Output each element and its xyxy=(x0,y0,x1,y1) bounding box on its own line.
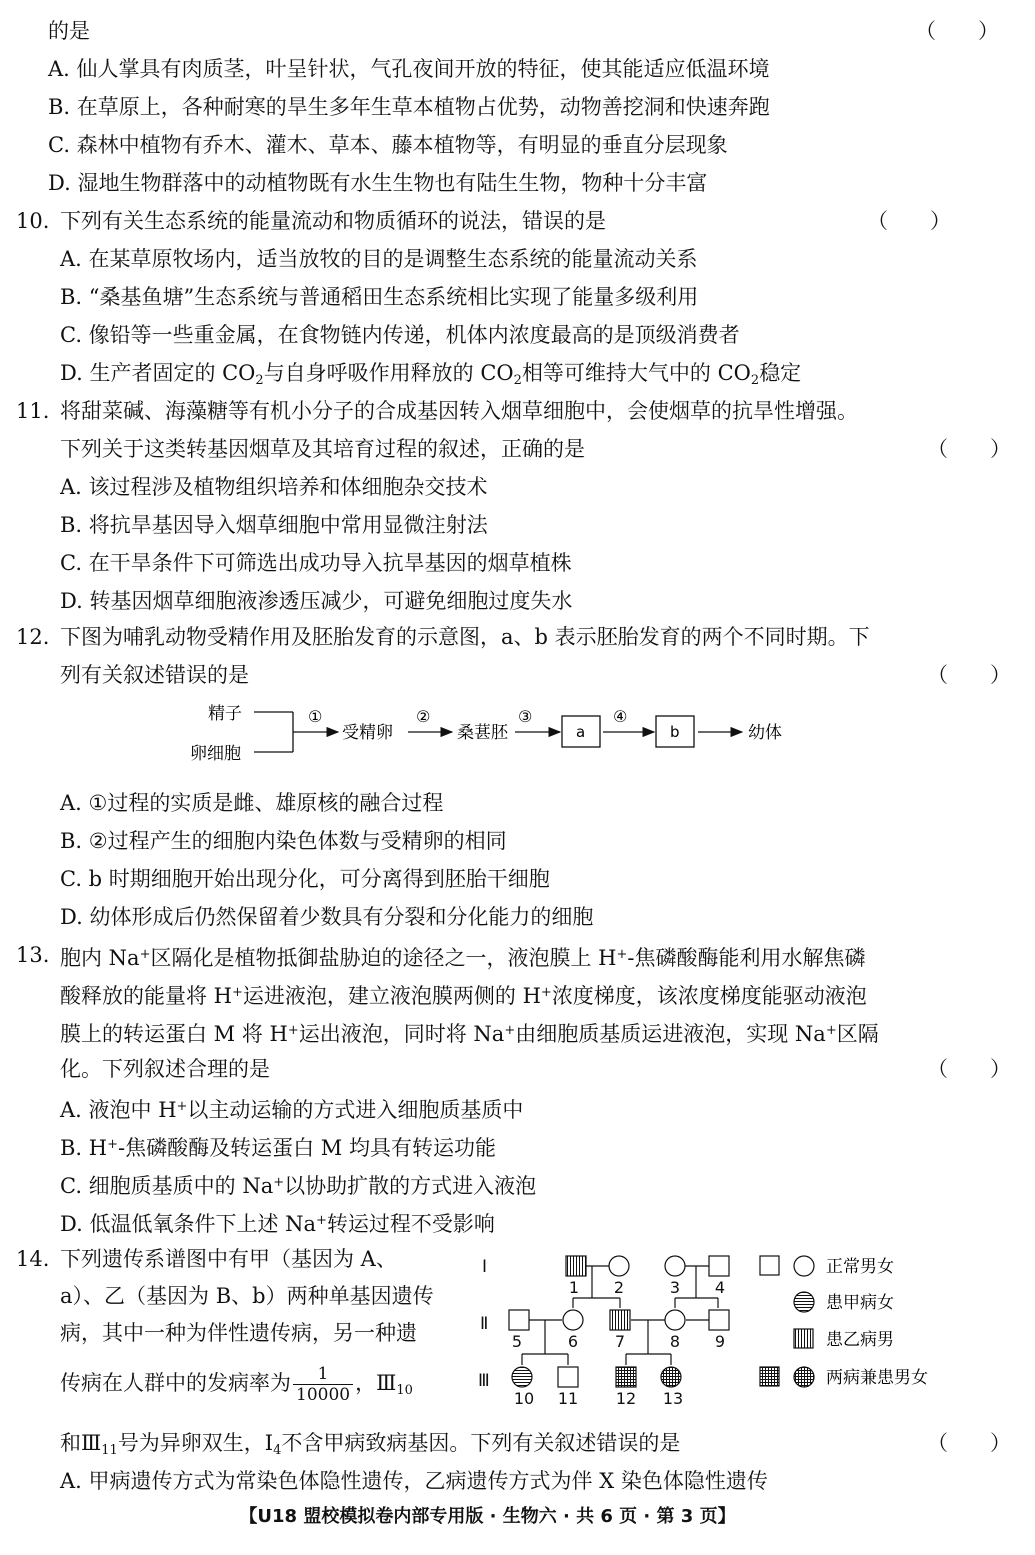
q14-stem-row2: a）、乙（基因为 B、b）两种单基因遗传 xyxy=(60,1284,434,1308)
juvenile-label: 幼体 xyxy=(748,723,782,743)
q13-stem-line3: 膜上的转运蛋白 M 将 H+运出液泡，同时将 Na+由细胞质基质运进液泡，实现 Na+区隔 xyxy=(60,1022,879,1046)
egg-label: 卵细胞 xyxy=(190,744,241,764)
q13-option-b: B. H+-焦磷酸酶及转运蛋白 M 均具有转运功能 xyxy=(60,1136,496,1160)
individual-II5 xyxy=(509,1310,529,1330)
q9-option-d: D. 湿地生物群落中的动植物既有水生生物也有陆生生物，物种十分丰富 xyxy=(48,171,708,195)
q13-stem-line2: 酸释放的能量将 H+运进液泡，建立液泡膜两侧的 H+浓度梯度，该浓度梯度能驱动液泡 xyxy=(60,984,867,1008)
svg-text:5: 5 xyxy=(511,1332,523,1351)
svg-text:3: 3 xyxy=(669,1278,681,1297)
question-number: 13. xyxy=(16,943,50,967)
q14-stem-row5: 和$Ⅲ_{11}$号为异卵双生，$Ⅰ_4$不含甲病致病基因。下列有关叙述错误的是 （ ） xyxy=(0,1424,1035,1462)
legend-jia-female: 患甲病女 xyxy=(826,1293,894,1313)
individual-I4 xyxy=(709,1256,729,1276)
answer-bracket: （ ） xyxy=(927,663,1011,687)
legend-normal-male-symbol xyxy=(760,1256,779,1275)
answer-bracket: （ ） xyxy=(927,1057,1011,1081)
step4-label: ④ xyxy=(613,707,628,726)
pedigree-chart xyxy=(470,1246,970,1418)
q11-stem-line2: 下列关于这类转基因烟草及其培育过程的叙述，正确的是 （ ） xyxy=(0,430,1035,468)
svg-text:1: 1 xyxy=(568,1278,580,1297)
q9-option-b: B. 在草原上，各种耐寒的旱生多年生草本植物占优势，动物善挖洞和快速奔跑 xyxy=(48,95,770,119)
q9-stem-end: 的是 （ ） xyxy=(0,12,1023,50)
q10-option-c: C. 像铅等一些重金属，在食物链内传递，机体内浓度最高的是顶级消费者 xyxy=(60,323,740,347)
answer-bracket: （ ） xyxy=(927,1431,1011,1455)
individual-II7 xyxy=(610,1310,630,1330)
svg-text:4: 4 xyxy=(714,1278,726,1297)
q14-stem-row4: 传病在人群中的发病率为 $\frac{1}{10000}$ ，$Ⅲ_{10}$ xyxy=(60,1364,413,1405)
q12-option-a: A. ①过程的实质是雌、雄原核的融合过程 xyxy=(60,791,444,815)
generation-II: Ⅱ xyxy=(480,1314,489,1334)
svg-text:7: 7 xyxy=(614,1332,626,1351)
individual-I1 xyxy=(566,1256,586,1276)
individual-I3 xyxy=(665,1256,685,1276)
individual-II9 xyxy=(709,1310,729,1330)
q13-option-d: D. 低温低氧条件下上述 Na+转运过程不受影响 xyxy=(60,1212,495,1236)
sperm-label: 精子 xyxy=(208,704,242,724)
individual-III10 xyxy=(512,1367,532,1387)
generation-I: Ⅰ xyxy=(482,1257,488,1277)
q14-option-a: A. 甲病遗传方式为常染色体隐性遗传，乙病遗传方式为伴 X 染色体隐性遗传 xyxy=(60,1469,768,1493)
answer-bracket: （ ） xyxy=(927,437,1011,461)
individual-III12 xyxy=(616,1367,636,1387)
page-footer: 【U18 盟校模拟卷内部专用版 · 生物六 · 共 6 页 · 第 3 页】 xyxy=(239,1506,736,1527)
answer-bracket: （ ） xyxy=(915,19,999,43)
individual-III11 xyxy=(558,1367,578,1387)
generation-III: Ⅲ xyxy=(478,1371,490,1391)
svg-text:11: 11 xyxy=(557,1389,579,1408)
question-number: 12. xyxy=(16,625,50,649)
zygote-label: 受精卵 xyxy=(342,723,393,743)
svg-text:12: 12 xyxy=(615,1389,637,1408)
q11-option-b: B. 将抗旱基因导入烟草细胞中常用显微注射法 xyxy=(60,513,488,537)
step3-label: ③ xyxy=(518,707,533,726)
morula-label: 桑葚胚 xyxy=(457,723,508,743)
answer-bracket: （ ） xyxy=(867,209,951,233)
question-number: 14. xyxy=(16,1247,50,1271)
q13-stem-line4: 化。下列叙述合理的是 （ ） xyxy=(0,1050,1035,1088)
stage-b-label: b xyxy=(670,723,680,741)
q10-stem: 10. 下列有关生态系统的能量流动和物质循环的说法，错误的是 （ ） xyxy=(0,202,975,240)
q11-stem-line1: 11. 将甜菜碱、海藻糖等有机小分子的合成基因转入烟草细胞中，会使烟草的抗旱性增强。 xyxy=(0,392,975,430)
q12-stem-line2: 列有关叙述错误的是 （ ） xyxy=(0,656,1035,694)
q13-option-c: C. 细胞质基质中的 Na+以协助扩散的方式进入液泡 xyxy=(60,1174,537,1198)
q14-stem-text xyxy=(60,1241,460,1414)
legend-both-female-symbol xyxy=(794,1367,814,1387)
svg-text:9: 9 xyxy=(714,1332,726,1351)
svg-text:2: 2 xyxy=(613,1278,625,1297)
q14-stem-row1: 下列遗传系谱图中有甲（基因为 A、 xyxy=(60,1247,397,1271)
question-number: 10. xyxy=(16,209,50,233)
q11-option-c: C. 在干旱条件下可筛选出成功导入抗旱基因的烟草植株 xyxy=(60,551,572,575)
individual-III13 xyxy=(661,1367,681,1387)
individual-II6 xyxy=(563,1310,583,1330)
legend-jia-female-symbol xyxy=(794,1292,814,1312)
legend-yi-male-symbol xyxy=(794,1329,813,1348)
q13-option-a: A. 液泡中 H+以主动运输的方式进入细胞质基质中 xyxy=(60,1098,524,1122)
svg-text:13: 13 xyxy=(662,1389,684,1408)
q9-option-a: A. 仙人掌具有肉质茎，叶呈针状，气孔夜间开放的特征，使其能适应低温环境 xyxy=(48,57,770,81)
svg-text:10: 10 xyxy=(513,1389,535,1408)
legend-normal-female-symbol xyxy=(794,1256,814,1276)
q11-option-a: A. 该过程涉及植物组织培养和体细胞杂交技术 xyxy=(60,475,488,499)
q13-stem-line1: 13. 胞内 Na+区隔化是植物抵御盐胁迫的途径之一，液泡膜上 H+-焦磷酸酶能利用水解焦磷 xyxy=(0,936,975,974)
q11-option-d: D. 转基因烟草细胞液渗透压减少，可避免细胞过度失水 xyxy=(60,589,573,613)
embryo-development-diagram xyxy=(180,700,820,780)
step1-label: ① xyxy=(308,707,323,726)
individual-I2 xyxy=(609,1256,629,1276)
q12-stem-line1: 12. 下图为哺乳动物受精作用及胚胎发育的示意图，a、b 表示胚胎发育的两个不同时期。下 xyxy=(0,618,975,656)
svg-text:8: 8 xyxy=(669,1332,681,1351)
incidence-fraction: $\frac{1}{10000}$ xyxy=(293,1364,353,1405)
q10-option-d: D. 生产者固定的 $CO_2$与自身呼吸作用释放的 $CO_2$相等可维持大气中的 $CO_2$稳定 xyxy=(60,361,802,388)
legend-normal: 正常男女 xyxy=(826,1257,894,1277)
legend-yi-male: 患乙病男 xyxy=(826,1330,894,1350)
q12-option-c: C. b 时期细胞开始出现分化，可分离得到胚胎干细胞 xyxy=(60,867,550,891)
legend-both: 两病兼患男女 xyxy=(826,1368,928,1388)
step2-label: ② xyxy=(416,707,431,726)
q10-option-a: A. 在某草原牧场内，适当放牧的目的是调整生态系统的能量流动关系 xyxy=(60,247,698,271)
stage-a-label: a xyxy=(576,723,586,741)
individual-II8 xyxy=(665,1310,685,1330)
q9-option-c: C. 森林中植物有乔木、灌木、草本、藤本植物等，有明显的垂直分层现象 xyxy=(48,133,728,157)
question-number: 11. xyxy=(16,399,50,423)
q14-number-line xyxy=(0,1240,60,1278)
legend-both-male-symbol xyxy=(760,1367,779,1386)
q12-option-b: B. ②过程产生的细胞内染色体数与受精卵的相同 xyxy=(60,829,507,853)
q10-option-b: B. “桑基鱼塘”生态系统与普通稻田生态系统相比实现了能量多级利用 xyxy=(60,285,699,309)
q14-stem-row3: 病，其中一种为伴性遗传病，另一种遗 xyxy=(60,1321,417,1345)
svg-text:6: 6 xyxy=(567,1332,579,1351)
q12-option-d: D. 幼体形成后仍然保留着少数具有分裂和分化能力的细胞 xyxy=(60,905,594,929)
